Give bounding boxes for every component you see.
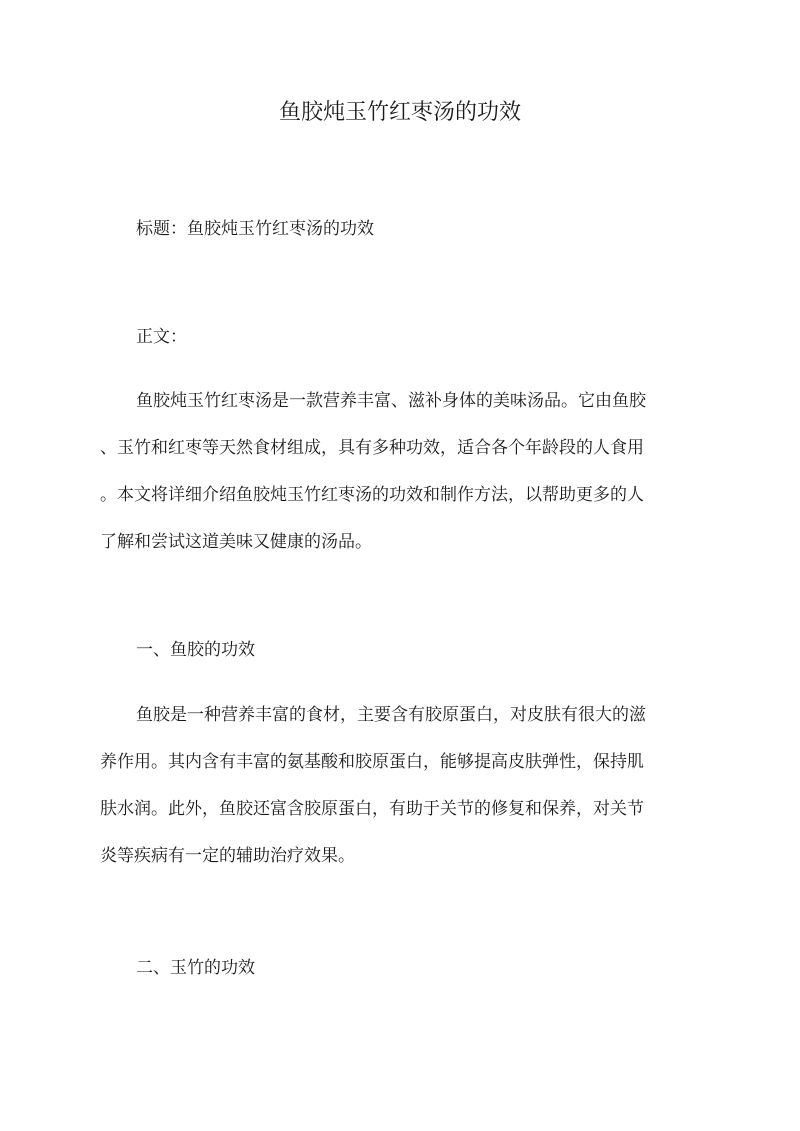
- intro-line-4: 了解和尝试这道美味又健康的汤品。: [100, 532, 372, 552]
- intro-line-2: 、玉竹和红枣等天然食材组成，具有多种功效，适合各个年龄段的人食用: [100, 438, 644, 458]
- section1-line-2: 养作用。其内含有丰富的氨基酸和胶原蛋白，能够提高皮肤弹性，保持肌: [100, 752, 644, 772]
- intro-line-1: 鱼胶炖玉竹红枣汤是一款营养丰富、滋补身体的美味汤品。它由鱼胶: [136, 391, 646, 411]
- intro-line-3: 。本文将详细介绍鱼胶炖玉竹红枣汤的功效和制作方法，以帮助更多的人: [100, 485, 644, 505]
- body-label: 正文：: [136, 327, 187, 347]
- intro-paragraph: [100, 378, 700, 566]
- section1-heading: 一、鱼胶的功效: [136, 640, 255, 660]
- heading-line: 标题：鱼胶炖玉竹红枣汤的功效: [136, 219, 374, 239]
- section1-paragraph: [100, 692, 700, 880]
- section1-line-1: 鱼胶是一种营养丰富的食材，主要含有胶原蛋白，对皮肤有很大的滋: [136, 705, 646, 725]
- section1-line-3: 肤水润。此外，鱼胶还富含胶原蛋白，有助于关节的修复和保养，对关节: [100, 799, 644, 819]
- document-title: 鱼胶炖玉竹红枣汤的功效: [278, 100, 521, 125]
- section2-heading: 二、玉竹的功效: [136, 958, 255, 978]
- section1-line-4: 炎等疾病有一定的辅助治疗效果。: [100, 846, 355, 866]
